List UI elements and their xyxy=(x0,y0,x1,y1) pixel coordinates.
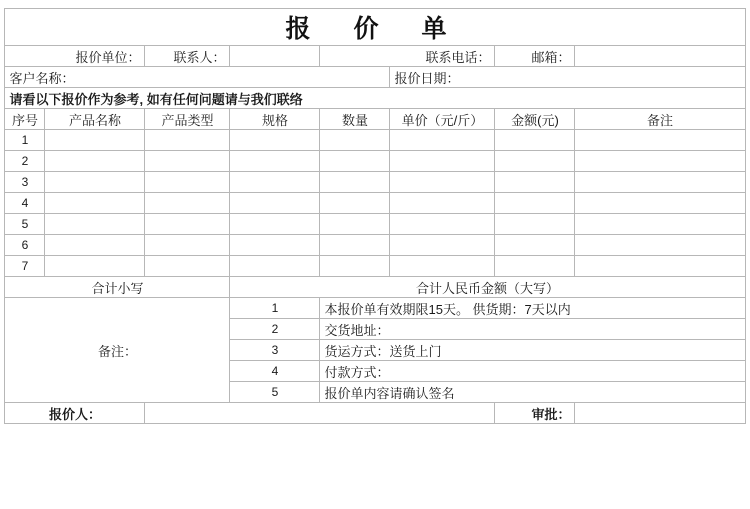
table-header-row xyxy=(5,109,745,130)
remark-text: 报价单内容请确认签名 xyxy=(320,382,745,403)
field-label-customer-name[interactable]: 客户名称： xyxy=(5,67,390,88)
cell-note[interactable] xyxy=(575,151,745,172)
column-header-seq: 序号 xyxy=(5,109,45,130)
column-header-qty: 数量 xyxy=(320,109,390,130)
signature-label-quoter: 报价人： xyxy=(5,403,145,424)
remark-text: 本报价单有效期限15天。 供货期：7天以内 xyxy=(320,298,745,319)
cell-spec[interactable] xyxy=(230,214,320,235)
customer-row xyxy=(5,67,745,88)
cell-spec[interactable] xyxy=(230,151,320,172)
quotation-table xyxy=(4,8,745,424)
remark-number: 4 xyxy=(230,361,320,382)
cell-note[interactable] xyxy=(575,193,745,214)
cell-product-name[interactable] xyxy=(45,256,145,277)
notice-row xyxy=(5,88,745,109)
quotation-sheet xyxy=(0,8,750,509)
column-header-product-name: 产品名称 xyxy=(45,109,145,130)
cell-qty[interactable] xyxy=(320,214,390,235)
cell-qty[interactable] xyxy=(320,130,390,151)
cell-product-name[interactable] xyxy=(45,193,145,214)
total-row xyxy=(5,277,745,298)
cell-amount[interactable] xyxy=(495,151,575,172)
cell-product-name[interactable] xyxy=(45,214,145,235)
cell-seq: 1 xyxy=(5,130,45,151)
remark-number: 3 xyxy=(230,340,320,361)
remark-number: 5 xyxy=(230,382,320,403)
cell-product-type[interactable] xyxy=(145,214,230,235)
field-value-email[interactable] xyxy=(575,46,745,67)
cell-product-type[interactable] xyxy=(145,151,230,172)
remark-label: 备注： xyxy=(5,298,230,403)
column-header-spec: 规格 xyxy=(230,109,320,130)
remark-row xyxy=(5,298,745,319)
cell-spec[interactable] xyxy=(230,130,320,151)
cell-spec[interactable] xyxy=(230,172,320,193)
column-header-unit-price: 单价（元/斤） xyxy=(390,109,495,130)
cell-note[interactable] xyxy=(575,235,745,256)
remark-number: 2 xyxy=(230,319,320,340)
remark-number: 1 xyxy=(230,298,320,319)
total-lowercase-label: 合计小写 xyxy=(5,277,230,298)
cell-amount[interactable] xyxy=(495,172,575,193)
field-label-contact: 联系人： xyxy=(145,46,230,67)
column-header-note: 备注 xyxy=(575,109,745,130)
cell-note[interactable] xyxy=(575,256,745,277)
cell-seq: 2 xyxy=(5,151,45,172)
cell-seq: 7 xyxy=(5,256,45,277)
cell-spec[interactable] xyxy=(230,256,320,277)
cell-unit-price[interactable] xyxy=(390,256,495,277)
cell-seq: 3 xyxy=(5,172,45,193)
cell-product-type[interactable] xyxy=(145,172,230,193)
cell-spec[interactable] xyxy=(230,235,320,256)
cell-qty[interactable] xyxy=(320,172,390,193)
signature-label-approval: 审批： xyxy=(495,403,575,424)
cell-spec[interactable] xyxy=(230,193,320,214)
signature-row xyxy=(5,403,745,424)
cell-product-name[interactable] xyxy=(45,235,145,256)
cell-unit-price[interactable] xyxy=(390,214,495,235)
header-fields-row xyxy=(5,46,745,67)
page-title: 报 价 单 xyxy=(5,9,745,46)
table-row xyxy=(5,193,745,214)
cell-product-name[interactable] xyxy=(45,130,145,151)
cell-qty[interactable] xyxy=(320,151,390,172)
field-label-quote-date[interactable]: 报价日期： xyxy=(390,67,745,88)
table-row xyxy=(5,256,745,277)
column-header-product-type: 产品类型 xyxy=(145,109,230,130)
total-uppercase-label: 合计人民币金额（大写） xyxy=(230,277,745,298)
cell-amount[interactable] xyxy=(495,130,575,151)
cell-unit-price[interactable] xyxy=(390,130,495,151)
cell-amount[interactable] xyxy=(495,193,575,214)
field-label-email: 邮箱： xyxy=(495,46,575,67)
table-row xyxy=(5,130,745,151)
cell-note[interactable] xyxy=(575,130,745,151)
cell-product-type[interactable] xyxy=(145,130,230,151)
cell-note[interactable] xyxy=(575,214,745,235)
notice-text: 请看以下报价作为参考, 如有任何问题请与我们联络 xyxy=(5,88,745,109)
column-header-amount: 金额(元) xyxy=(495,109,575,130)
cell-amount[interactable] xyxy=(495,256,575,277)
cell-qty[interactable] xyxy=(320,193,390,214)
table-row xyxy=(5,151,745,172)
signature-value-approval[interactable] xyxy=(575,403,745,424)
cell-seq: 5 xyxy=(5,214,45,235)
cell-unit-price[interactable] xyxy=(390,235,495,256)
remark-text[interactable]: 付款方式： xyxy=(320,361,745,382)
cell-product-name[interactable] xyxy=(45,172,145,193)
table-row xyxy=(5,235,745,256)
field-label-phone: 联系电话： xyxy=(320,46,495,67)
cell-qty[interactable] xyxy=(320,235,390,256)
cell-seq: 6 xyxy=(5,235,45,256)
cell-amount[interactable] xyxy=(495,235,575,256)
cell-seq: 4 xyxy=(5,193,45,214)
title-row xyxy=(5,9,745,46)
cell-product-name[interactable] xyxy=(45,151,145,172)
field-value-contact[interactable] xyxy=(230,46,320,67)
table-row xyxy=(5,214,745,235)
signature-value-quoter[interactable] xyxy=(145,403,495,424)
cell-unit-price[interactable] xyxy=(390,193,495,214)
cell-note[interactable] xyxy=(575,172,745,193)
cell-amount[interactable] xyxy=(495,214,575,235)
cell-product-type[interactable] xyxy=(145,235,230,256)
cell-product-type[interactable] xyxy=(145,193,230,214)
remark-text: 货运方式：送货上门 xyxy=(320,340,745,361)
cell-unit-price[interactable] xyxy=(390,151,495,172)
table-row xyxy=(5,172,745,193)
cell-product-type[interactable] xyxy=(145,256,230,277)
cell-qty[interactable] xyxy=(320,256,390,277)
field-label-quote-unit: 报价单位： xyxy=(5,46,145,67)
remark-text[interactable]: 交货地址： xyxy=(320,319,745,340)
cell-unit-price[interactable] xyxy=(390,172,495,193)
